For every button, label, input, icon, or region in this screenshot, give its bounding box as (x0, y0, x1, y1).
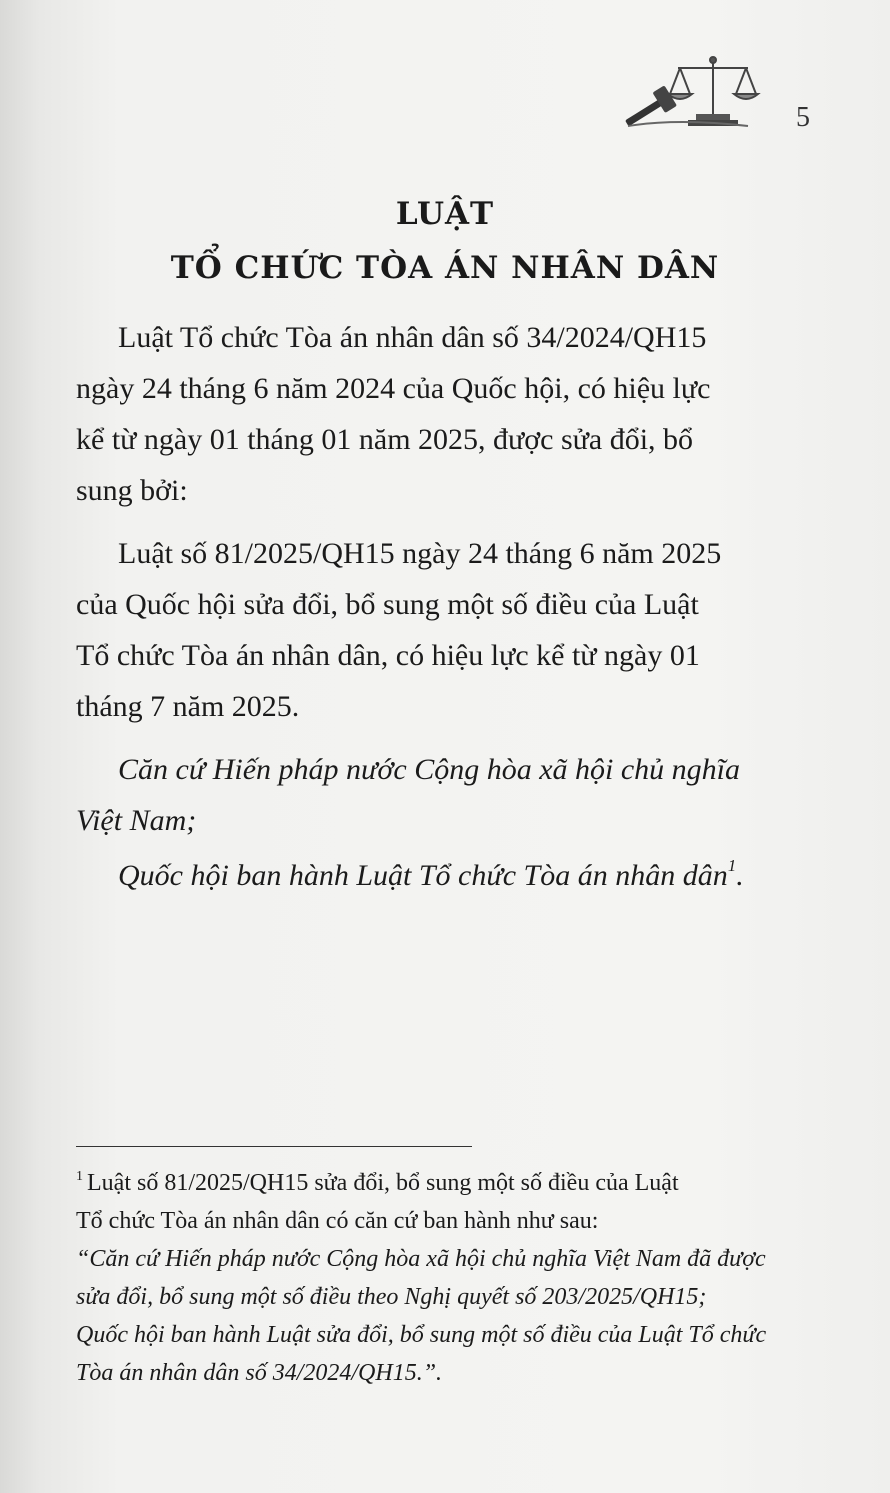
footnote-marker: 1 (76, 1169, 83, 1184)
document-title: LUẬT (395, 196, 495, 232)
footnote-quote-line: Tòa án nhân dân số 34/2024/QH15.”. (76, 1360, 443, 1386)
enactment-text: Quốc hội ban hành Luật Tổ chức Tòa án nhân dân (118, 859, 728, 892)
paragraph-amending-law (76, 528, 818, 732)
paragraph-legal-basis (76, 744, 818, 846)
footnote-quote-line: Quốc hội ban hành Luật sửa đổi, bổ sung một số điều của Luật Tổ chức (76, 1322, 767, 1348)
text-line: Luật số 81/2025/QH15 ngày 24 tháng 6 năm 2025 (118, 537, 722, 570)
footnote-quote-line: “Căn cứ Hiến pháp nước Cộng hòa xã hội chủ nghĩa Việt Nam đã được (76, 1246, 766, 1272)
paragraph-enactment (118, 850, 818, 901)
paragraph-amendment-history (76, 312, 818, 516)
footnote-line: $^1$ Luật số 81/2025/QH15 sửa đổi, bổ sung một số điều của Luật (76, 1169, 679, 1196)
text-line: kể từ ngày 01 tháng 01 năm 2025, được sửa đổi, bổ (76, 423, 694, 456)
scales-of-justice-with-gavel-icon (618, 52, 768, 132)
footnote (76, 1164, 822, 1392)
footnote-divider (76, 1146, 472, 1147)
text-line: tháng 7 năm 2025. (76, 690, 300, 723)
text-line (118, 850, 818, 901)
page-number: 5 (796, 102, 810, 133)
text-line: Tổ chức Tòa án nhân dân, có hiệu lực kể từ ngày 01 (76, 639, 700, 672)
text-line: sung bởi: (76, 474, 188, 507)
text-line: của Quốc hội sửa đổi, bổ sung một số điều của Luật (76, 588, 699, 621)
footnote-line: Tổ chức Tòa án nhân dân có căn cứ ban hành như sau: (76, 1208, 599, 1234)
text-line: Việt Nam; (76, 804, 197, 837)
enactment-period: . (736, 859, 744, 892)
footnote-reference[interactable]: 1 (727, 856, 737, 875)
document-subtitle: TỔ CHỨC TÒA ÁN NHÂN DÂN (170, 250, 720, 286)
text-line: Luật Tổ chức Tòa án nhân dân số 34/2024/QH15 (118, 321, 707, 354)
footnote-quote-line: sửa đổi, bổ sung một số điều theo Nghị quyết số 203/2025/QH15; (76, 1284, 707, 1310)
text-line: Căn cứ Hiến pháp nước Cộng hòa xã hội chủ nghĩa (118, 753, 741, 786)
text-line: ngày 24 tháng 6 năm 2024 của Quốc hội, có hiệu lực (76, 372, 711, 405)
